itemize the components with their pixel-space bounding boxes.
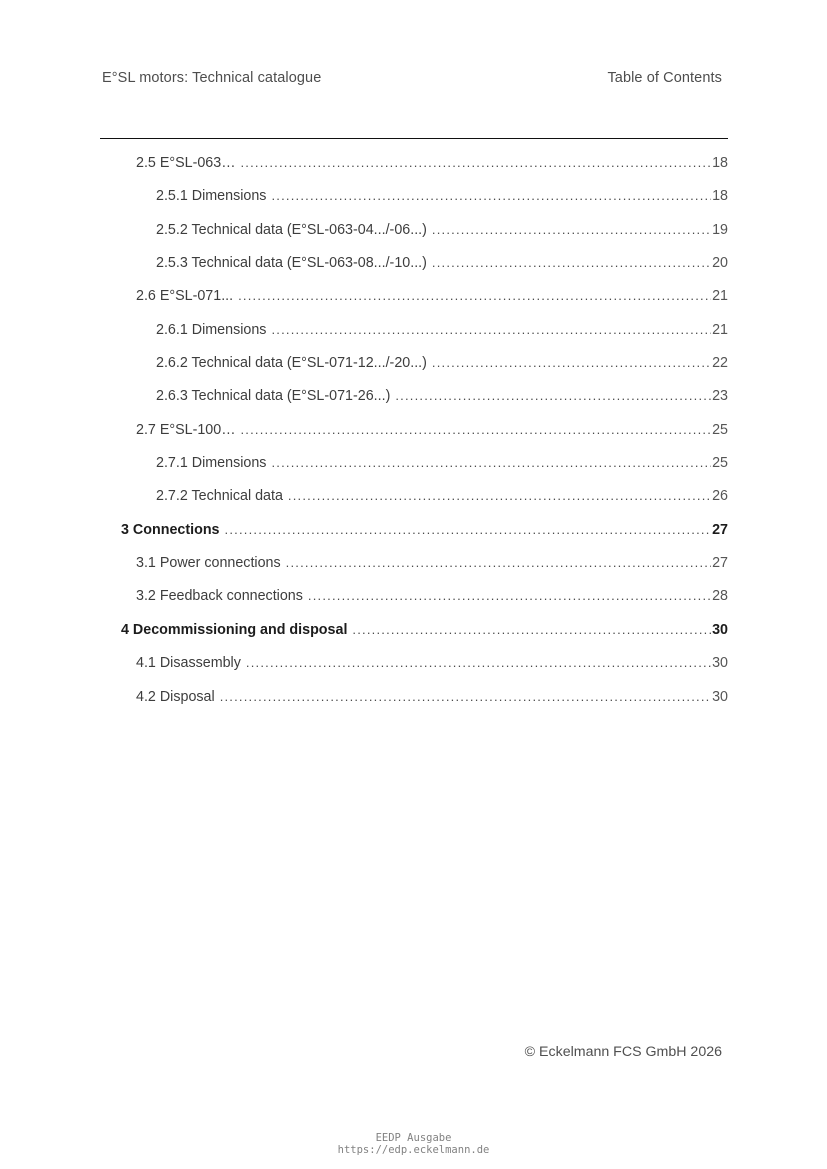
toc-entry-page: 21: [712, 321, 728, 338]
header-document-title: E°SL motors: Technical catalogue: [102, 70, 322, 86]
toc-dot-leader: [352, 613, 711, 646]
toc-entry-page: 25: [712, 455, 728, 472]
toc-entry-label: 2.7.2 Technical data: [156, 488, 283, 505]
toc-dot-leader: [432, 246, 711, 279]
toc-entry-label: 2.5.3 Technical data (E°SL-063-08.../-10...): [156, 255, 427, 272]
toc-entry-label: 2.6 E°SL-071...: [136, 288, 234, 305]
toc-entry-page: 30: [712, 688, 728, 705]
toc-entry-label: 3.1 Power connections: [136, 555, 281, 572]
toc-entry[interactable]: [100, 379, 728, 412]
toc-entry[interactable]: [100, 579, 728, 612]
toc-dot-leader: [225, 513, 712, 546]
toc-entry[interactable]: [100, 513, 728, 546]
toc-entry-label: 2.5.2 Technical data (E°SL-063-04.../-06...): [156, 221, 427, 238]
toc-entry-page: 18: [712, 155, 728, 171]
toc-entry-page: 28: [712, 588, 728, 605]
toc-entry-label: 2.6.1 Dimensions: [156, 321, 267, 338]
toc-entry-page: 27: [712, 555, 728, 572]
toc-dot-leader: [238, 279, 711, 312]
toc-entry[interactable]: [100, 613, 728, 646]
toc-entry[interactable]: [100, 213, 728, 246]
toc-dot-leader: [241, 413, 712, 446]
toc-entry[interactable]: [100, 646, 728, 679]
toc-dot-leader: [288, 479, 711, 512]
toc-entry-label: 2.6.2 Technical data (E°SL-071-12.../-20...): [156, 355, 427, 372]
toc-entry-label: 4.2 Disposal: [136, 688, 215, 705]
toc-entry[interactable]: [100, 146, 728, 179]
toc-entry-page: 19: [712, 221, 728, 238]
toc-dot-leader: [220, 680, 711, 713]
toc-entry-page: 26: [712, 488, 728, 505]
toc-list: [100, 146, 728, 713]
toc-entry[interactable]: [100, 446, 728, 479]
watermark-edition-label: EEDP Ausgabe: [375, 1132, 452, 1144]
toc-entry-page: 30: [712, 655, 728, 672]
toc-dot-leader: [241, 146, 712, 179]
toc-entry-label: 4.1 Disassembly: [136, 655, 241, 672]
toc-entry[interactable]: [100, 313, 728, 346]
toc-dot-leader: [432, 213, 711, 246]
toc-entry-page: 23: [712, 388, 728, 405]
toc-dot-leader: [271, 179, 711, 212]
toc-entry-label: 2.7.1 Dimensions: [156, 455, 267, 472]
toc-entry[interactable]: [100, 346, 728, 379]
toc-entry[interactable]: [100, 479, 728, 512]
toc-entry-label: 2.6.3 Technical data (E°SL-071-26...): [156, 388, 391, 405]
toc-entry[interactable]: [100, 546, 728, 579]
toc-entry-page: 20: [712, 255, 728, 272]
header-section-title: Table of Contents: [607, 70, 722, 86]
toc-dot-leader: [271, 446, 711, 479]
toc-dot-leader: [246, 646, 711, 679]
toc-entry-page: 21: [712, 288, 728, 305]
toc-dot-leader: [271, 313, 711, 346]
toc-entry-label: 4 Decommissioning and disposal: [121, 621, 348, 638]
header-divider-rule: [100, 138, 728, 139]
watermark: [0, 1133, 827, 1156]
toc-entry-label: 2.7 E°SL-100…: [136, 421, 236, 438]
toc-entry-page: 30: [712, 621, 728, 638]
toc-entry-page: 25: [712, 421, 728, 438]
toc-dot-leader: [432, 346, 711, 379]
toc-entry-page: 27: [712, 521, 728, 538]
toc-entry-label: 2.5.1 Dimensions: [156, 188, 267, 205]
toc-entry-label: 2.5 E°SL-063…: [136, 155, 236, 171]
toc-entry[interactable]: [100, 246, 728, 279]
toc-entry-label: 3 Connections: [121, 521, 220, 538]
page-header: [102, 70, 722, 86]
watermark-url-link[interactable]: https://edp.eckelmann.de: [337, 1143, 490, 1156]
toc-entry[interactable]: [100, 413, 728, 446]
toc-entry-label: 3.2 Feedback connections: [136, 588, 303, 605]
copyright-notice: © Eckelmann FCS GmbH 2026: [524, 1044, 722, 1060]
toc-entry-page: 18: [712, 188, 728, 205]
toc-dot-leader: [395, 379, 711, 412]
toc-dot-leader: [286, 546, 711, 579]
toc-dot-leader: [308, 579, 711, 612]
toc-entry[interactable]: [100, 680, 728, 713]
toc-entry-page: 22: [712, 355, 728, 372]
toc-entry[interactable]: [100, 179, 728, 212]
toc-entry[interactable]: [100, 279, 728, 312]
